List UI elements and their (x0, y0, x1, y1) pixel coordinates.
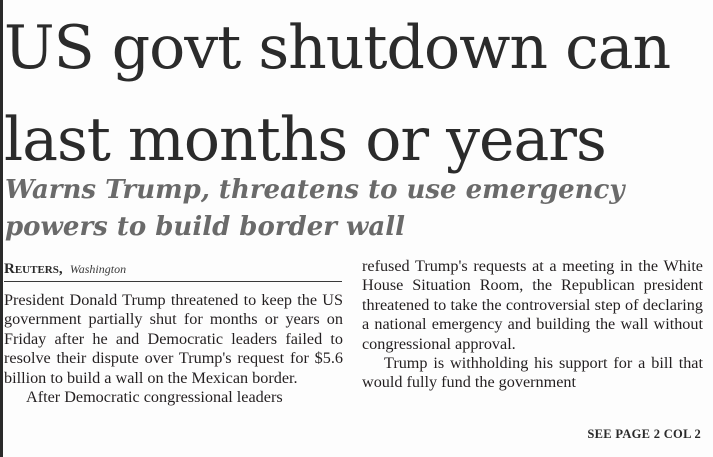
continued-on-page-jump: SEE PAGE 2 COL 2 (587, 427, 701, 441)
byline-dateline: Washington (69, 262, 127, 276)
byline-agency: Reuters, (4, 261, 63, 277)
headline (4, 2, 709, 186)
headline-line-1: US govt shutdown can (4, 13, 671, 83)
article-paragraph-2-continued: refused Trump's requests at a meeting in the White House Situation Room, the Republican president threatened to take the controversial step of declaring a national emergency and building the wall without congressional approval. (362, 257, 703, 353)
article-column-right (362, 257, 703, 393)
left-border-rule (0, 0, 3, 457)
subheadline-line-2: powers to build border wall (5, 212, 405, 242)
article-paragraph-1: President Donald Trump threatened to keep the US government partially shut for months or years on Friday after he and Democratic leaders failed to resolve their dispute over Trump's request for $5.6 billion to build a wall on the Mexican border. (4, 291, 343, 387)
article-paragraph-3: Trump is withholding his support for a bill that would fully fund the government (362, 354, 703, 392)
article-paragraph-2-start: After Democratic congressional leaders (26, 388, 283, 407)
headline-line-2: last months or years (4, 105, 606, 175)
subheadline (5, 172, 705, 246)
article-column-left (4, 291, 343, 407)
subheadline-line-1: Warns Trump, threatens to use emergency (5, 175, 625, 205)
byline (4, 259, 342, 282)
